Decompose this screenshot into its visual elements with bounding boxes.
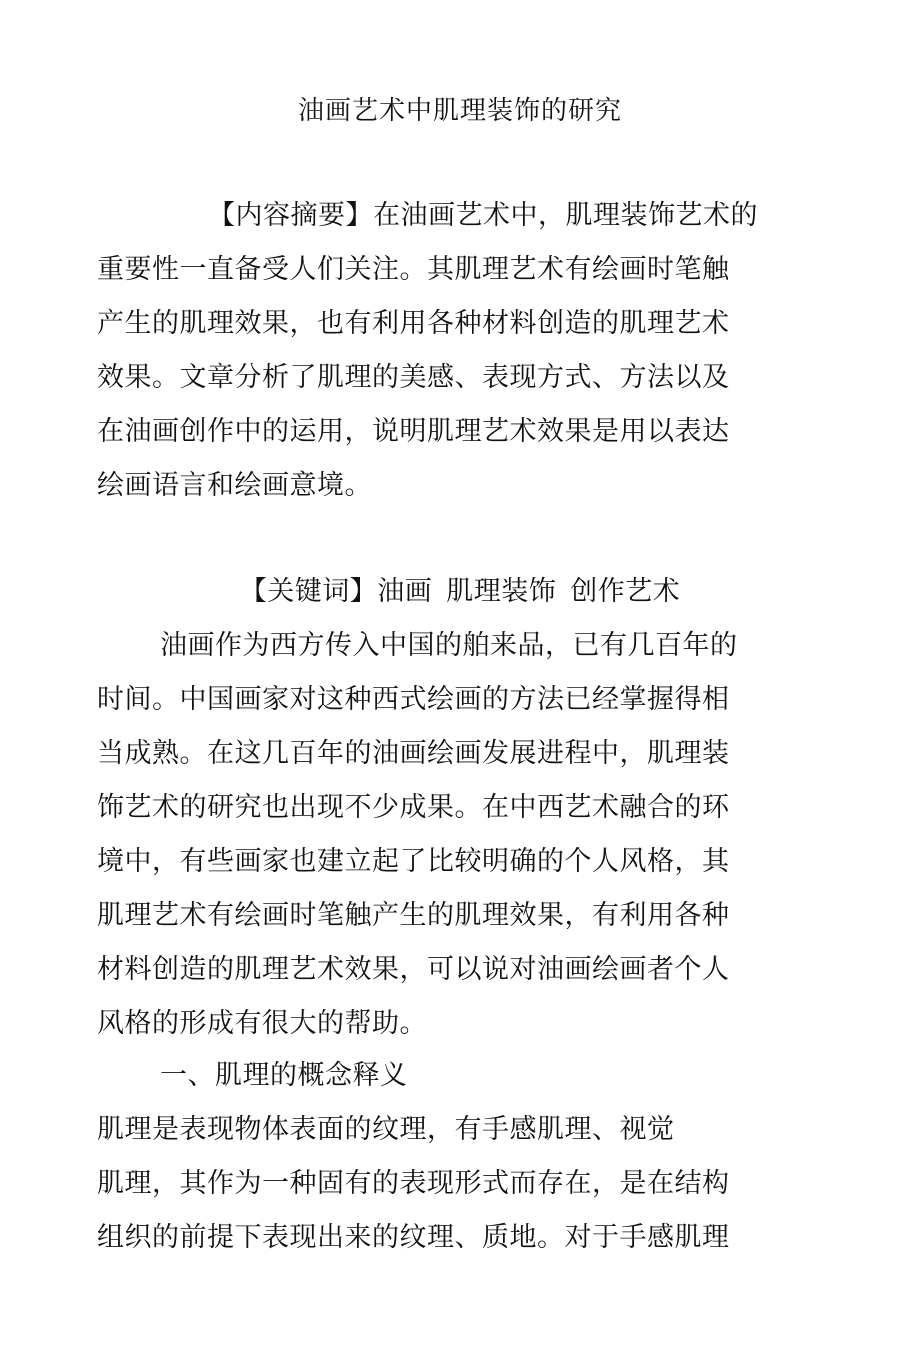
abstract-line: 【内容摘要】在油画艺术中，肌理装饰艺术的: [208, 200, 758, 231]
section-heading: 一、肌理的概念释义: [160, 1060, 408, 1091]
intro-line: 风格的形成有很大的帮助。: [97, 1008, 427, 1039]
section1-line: 组织的前提下表现出来的纹理、质地。对于手感肌理: [97, 1222, 730, 1253]
intro-line: 肌理艺术有绘画时笔触产生的肌理效果，有利用各种: [97, 900, 730, 931]
intro-line: 饰艺术的研究也出现不少成果。在中西艺术融合的环: [97, 792, 730, 823]
document-title: 油画艺术中肌理装饰的研究: [297, 96, 622, 126]
intro-line: 材料创造的肌理艺术效果，可以说对油画绘画者个人: [97, 954, 730, 985]
intro-line: 当成熟。在这几百年的油画绘画发展进程中，肌理装: [97, 738, 730, 769]
abstract-line: 绘画语言和绘画意境。: [97, 470, 372, 501]
abstract-line: 效果。文章分析了肌理的美感、表现方式、方法以及: [97, 362, 730, 393]
intro-line: 时间。中国画家对这种西式绘画的方法已经掌握得相: [97, 684, 730, 715]
abstract-line: 在油画创作中的运用，说明肌理艺术效果是用以表达: [97, 416, 730, 447]
abstract-line: 重要性一直备受人们关注。其肌理艺术有绘画时笔触: [97, 254, 730, 285]
intro-line: 油画作为西方传入中国的舶来品，已有几百年的: [160, 630, 738, 661]
section1-line: 肌理是表现物体表面的纹理，有手感肌理、视觉: [97, 1114, 675, 1145]
section1-line: 肌理，其作为一种固有的表现形式而存在，是在结构: [97, 1168, 730, 1199]
keyword-term: 创作艺术: [570, 576, 681, 607]
keywords-label: 【关键词】: [239, 576, 378, 607]
keywords-line: [0, 575, 920, 609]
intro-line: 境中，有些画家也建立起了比较明确的个人风格，其: [97, 846, 730, 877]
keyword-term: 肌理装饰: [446, 576, 557, 607]
keyword-term: 油画: [377, 576, 433, 607]
abstract-line: 产生的肌理效果，也有利用各种材料创造的肌理艺术: [97, 308, 730, 339]
